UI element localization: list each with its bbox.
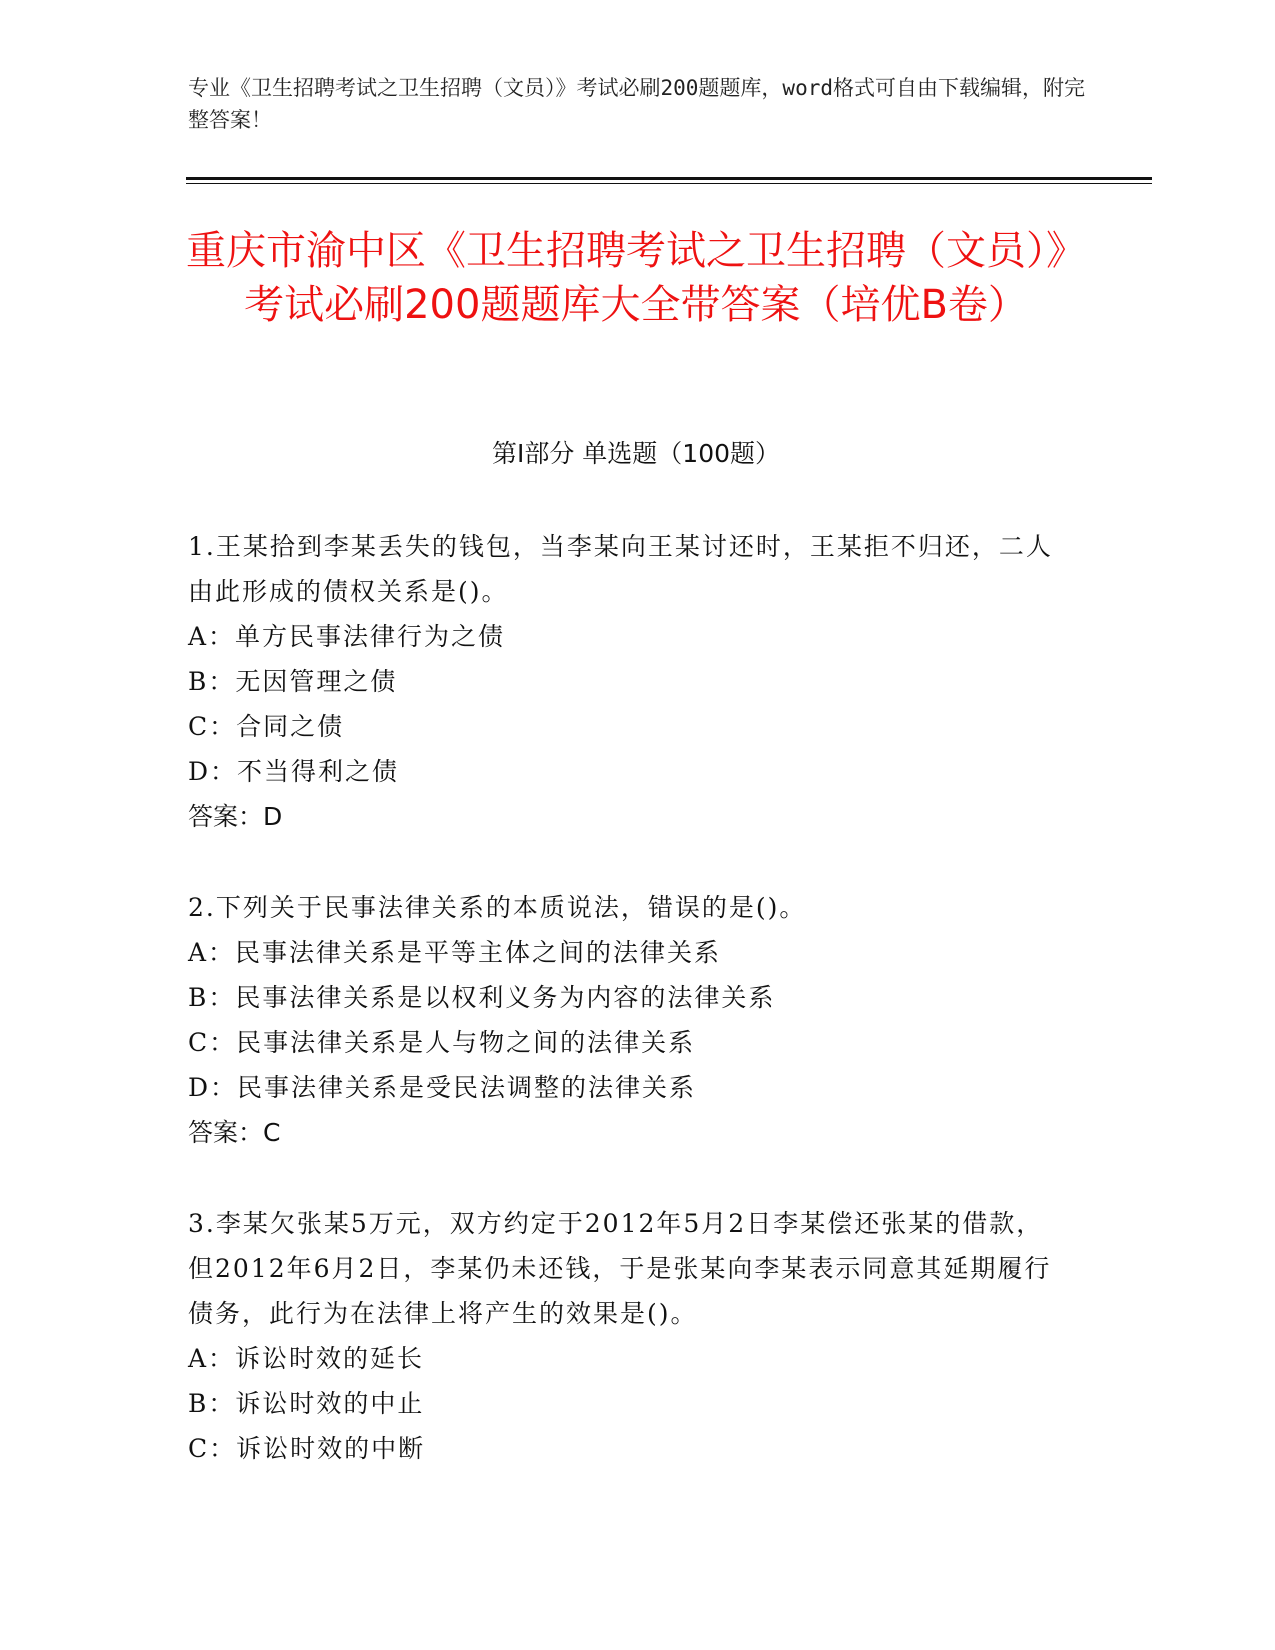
option-a: A：民事法律关系是平等主体之间的法律关系 (188, 938, 722, 967)
option-c: C：诉讼时效的中断 (188, 1434, 426, 1463)
option-b: B：无因管理之债 (188, 667, 398, 696)
option-a: A：诉讼时效的延长 (188, 1344, 425, 1373)
header-rule-thick (186, 177, 1152, 180)
option-d: D：不当得利之债 (188, 757, 400, 786)
question-3 (188, 1201, 1068, 1471)
option-b: B：民事法律关系是以权利义务为内容的法律关系 (188, 983, 776, 1012)
header-note: 专业《卫生招聘考试之卫生招聘（文员）》考试必刷200题题库，word格式可自由下载编辑，附完整答案！ (188, 76, 1085, 132)
question-stem: 2.下列关于民事法律关系的本质说法，错误的是()。 (188, 893, 807, 922)
question-stem: 1.王某拾到李某丢失的钱包，当李某向王某讨还时，王某拒不归还，二人由此形成的债权关系是()。 (188, 532, 1053, 606)
document-title: 重庆市渝中区《卫生招聘考试之卫生招聘（文员）》考试必刷200题题库大全带答案（培优B卷） (186, 228, 1086, 328)
option-c: C：合同之债 (188, 712, 345, 741)
answer: 答案：C (188, 1118, 281, 1147)
question-stem: 3.李某欠张某5万元，双方约定于2012年5月2日李某偿还张某的借款，但2012年6月2日，李某仍未还钱，于是张某向李某表示同意其延期履行债务，此行为在法律上将产生的效果是()。 (188, 1209, 1052, 1328)
option-d: D：民事法律关系是受民法调整的法律关系 (188, 1073, 697, 1102)
section-title: 第Ⅰ部分 单选题（100题） (491, 439, 781, 468)
answer: 答案：D (188, 802, 283, 831)
header-rule-thin (186, 183, 1152, 184)
question-1 (188, 524, 1068, 839)
option-b: B：诉讼时效的中止 (188, 1389, 425, 1418)
question-2 (188, 885, 1068, 1155)
question-list (188, 524, 1068, 1517)
option-a: A：单方民事法律行为之债 (188, 622, 506, 651)
option-c: C：民事法律关系是人与物之间的法律关系 (188, 1028, 696, 1057)
